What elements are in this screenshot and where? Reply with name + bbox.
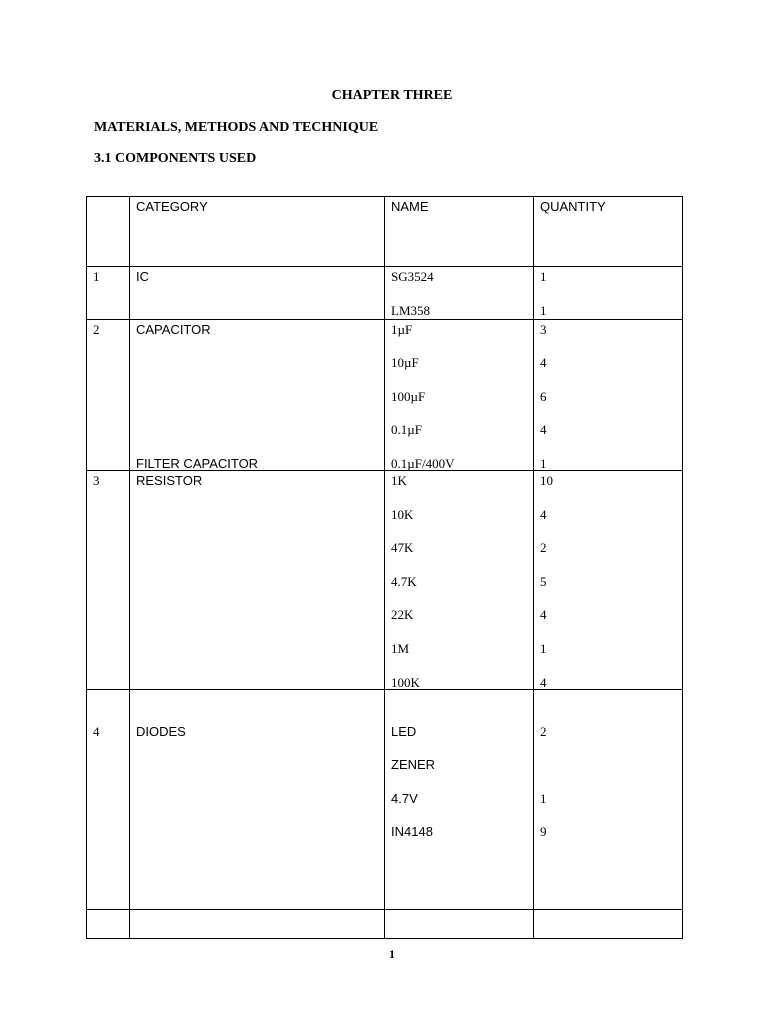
table-row — [87, 319, 683, 470]
component-quantity: 1 — [540, 269, 547, 284]
component-name: LM358 — [391, 302, 430, 318]
row-name-cell — [385, 470, 534, 689]
empty-cell — [130, 909, 385, 938]
component-name: ZENER — [391, 757, 436, 773]
component-quantity: 6 — [540, 388, 547, 404]
component-quantity: 4 — [540, 355, 547, 371]
component-quantity: 9 — [540, 824, 547, 840]
component-quantity: 4 — [540, 506, 547, 522]
component-name: 0.1µF — [391, 422, 422, 438]
row-quantity-cell — [534, 319, 683, 470]
components-table — [86, 196, 683, 939]
table-row-empty — [87, 909, 683, 938]
component-name: 100µF — [391, 388, 426, 404]
component-name: 0.1µF/400V — [391, 455, 455, 471]
component-name: SG3524 — [391, 269, 434, 284]
component-quantity: 2 — [540, 723, 547, 739]
header-cell-quantity — [534, 197, 683, 267]
row-number: 1 — [93, 269, 100, 284]
component-quantity: 4 — [540, 422, 547, 438]
empty-cell — [385, 909, 534, 938]
component-quantity: 4 — [540, 674, 547, 690]
header-quantity: QUANTITY — [540, 199, 606, 214]
component-name: 100K — [391, 674, 420, 690]
spacer-line — [136, 353, 384, 387]
component-name: 1µF — [391, 321, 413, 337]
header-number — [93, 197, 129, 231]
component-quantity: 1 — [540, 302, 547, 318]
component-quantity: 3 — [540, 321, 547, 337]
component-name: 10µF — [391, 355, 419, 371]
row-category-cell — [130, 470, 385, 689]
component-quantity: 2 — [540, 540, 547, 556]
component-name: 4.7V — [391, 790, 418, 806]
empty-cell — [87, 909, 130, 938]
row-number: 4 — [93, 723, 100, 739]
row-quantity-cell — [534, 470, 683, 689]
table-row — [87, 470, 683, 689]
row-quantity-cell — [534, 689, 683, 909]
row-category: IC — [136, 269, 149, 284]
component-quantity: 10 — [540, 472, 553, 488]
component-quantity: 5 — [540, 573, 547, 589]
component-quantity: 1 — [540, 640, 547, 656]
component-quantity: 1 — [540, 790, 547, 806]
component-name: 4.7K — [391, 573, 417, 589]
table-row — [87, 267, 683, 320]
row-number: 2 — [93, 321, 100, 337]
table-header-row — [87, 197, 683, 267]
component-name: 47K — [391, 540, 414, 556]
row-number-cell — [87, 319, 130, 470]
header-category: CATEGORY — [136, 199, 208, 214]
page-number: 1 — [389, 947, 395, 961]
component-quantity: 4 — [540, 607, 547, 623]
header-cell-category — [130, 197, 385, 267]
component-name: 1K — [391, 472, 407, 488]
component-quantity — [540, 755, 682, 789]
chapter-title: CHAPTER THREE — [331, 88, 453, 103]
row-number-cell — [87, 470, 130, 689]
row-category-cell — [130, 267, 385, 320]
row-number: 3 — [93, 472, 100, 488]
header-cell-name — [385, 197, 534, 267]
spacer-line — [136, 387, 384, 421]
header-name: NAME — [391, 199, 429, 214]
row-subcategory: FILTER CAPACITOR — [136, 455, 259, 471]
table-row — [87, 689, 683, 909]
row-name-cell — [385, 267, 534, 320]
row-number-cell — [87, 689, 130, 909]
row-number-cell — [87, 267, 130, 320]
row-category: CAPACITOR — [136, 321, 211, 337]
component-name: 22K — [391, 607, 414, 623]
component-name: 1M — [391, 640, 410, 656]
section-title: MATERIALS, METHODS AND TECHNIQUE — [94, 120, 379, 135]
component-name: LED — [391, 723, 417, 739]
header-cell-number — [87, 197, 130, 267]
spacer-line — [136, 420, 384, 454]
subsection-title: 3.1 COMPONENTS USED — [94, 151, 257, 166]
row-quantity-cell — [534, 267, 683, 320]
row-category: DIODES — [136, 723, 186, 739]
row-category-cell — [130, 689, 385, 909]
component-quantity: 1 — [540, 455, 547, 471]
component-name: 10K — [391, 506, 414, 522]
row-name-cell — [385, 319, 534, 470]
row-category: RESISTOR — [136, 472, 203, 488]
empty-cell — [534, 909, 683, 938]
row-name-cell — [385, 689, 534, 909]
component-name: IN4148 — [391, 824, 433, 840]
row-category-cell — [130, 319, 385, 470]
